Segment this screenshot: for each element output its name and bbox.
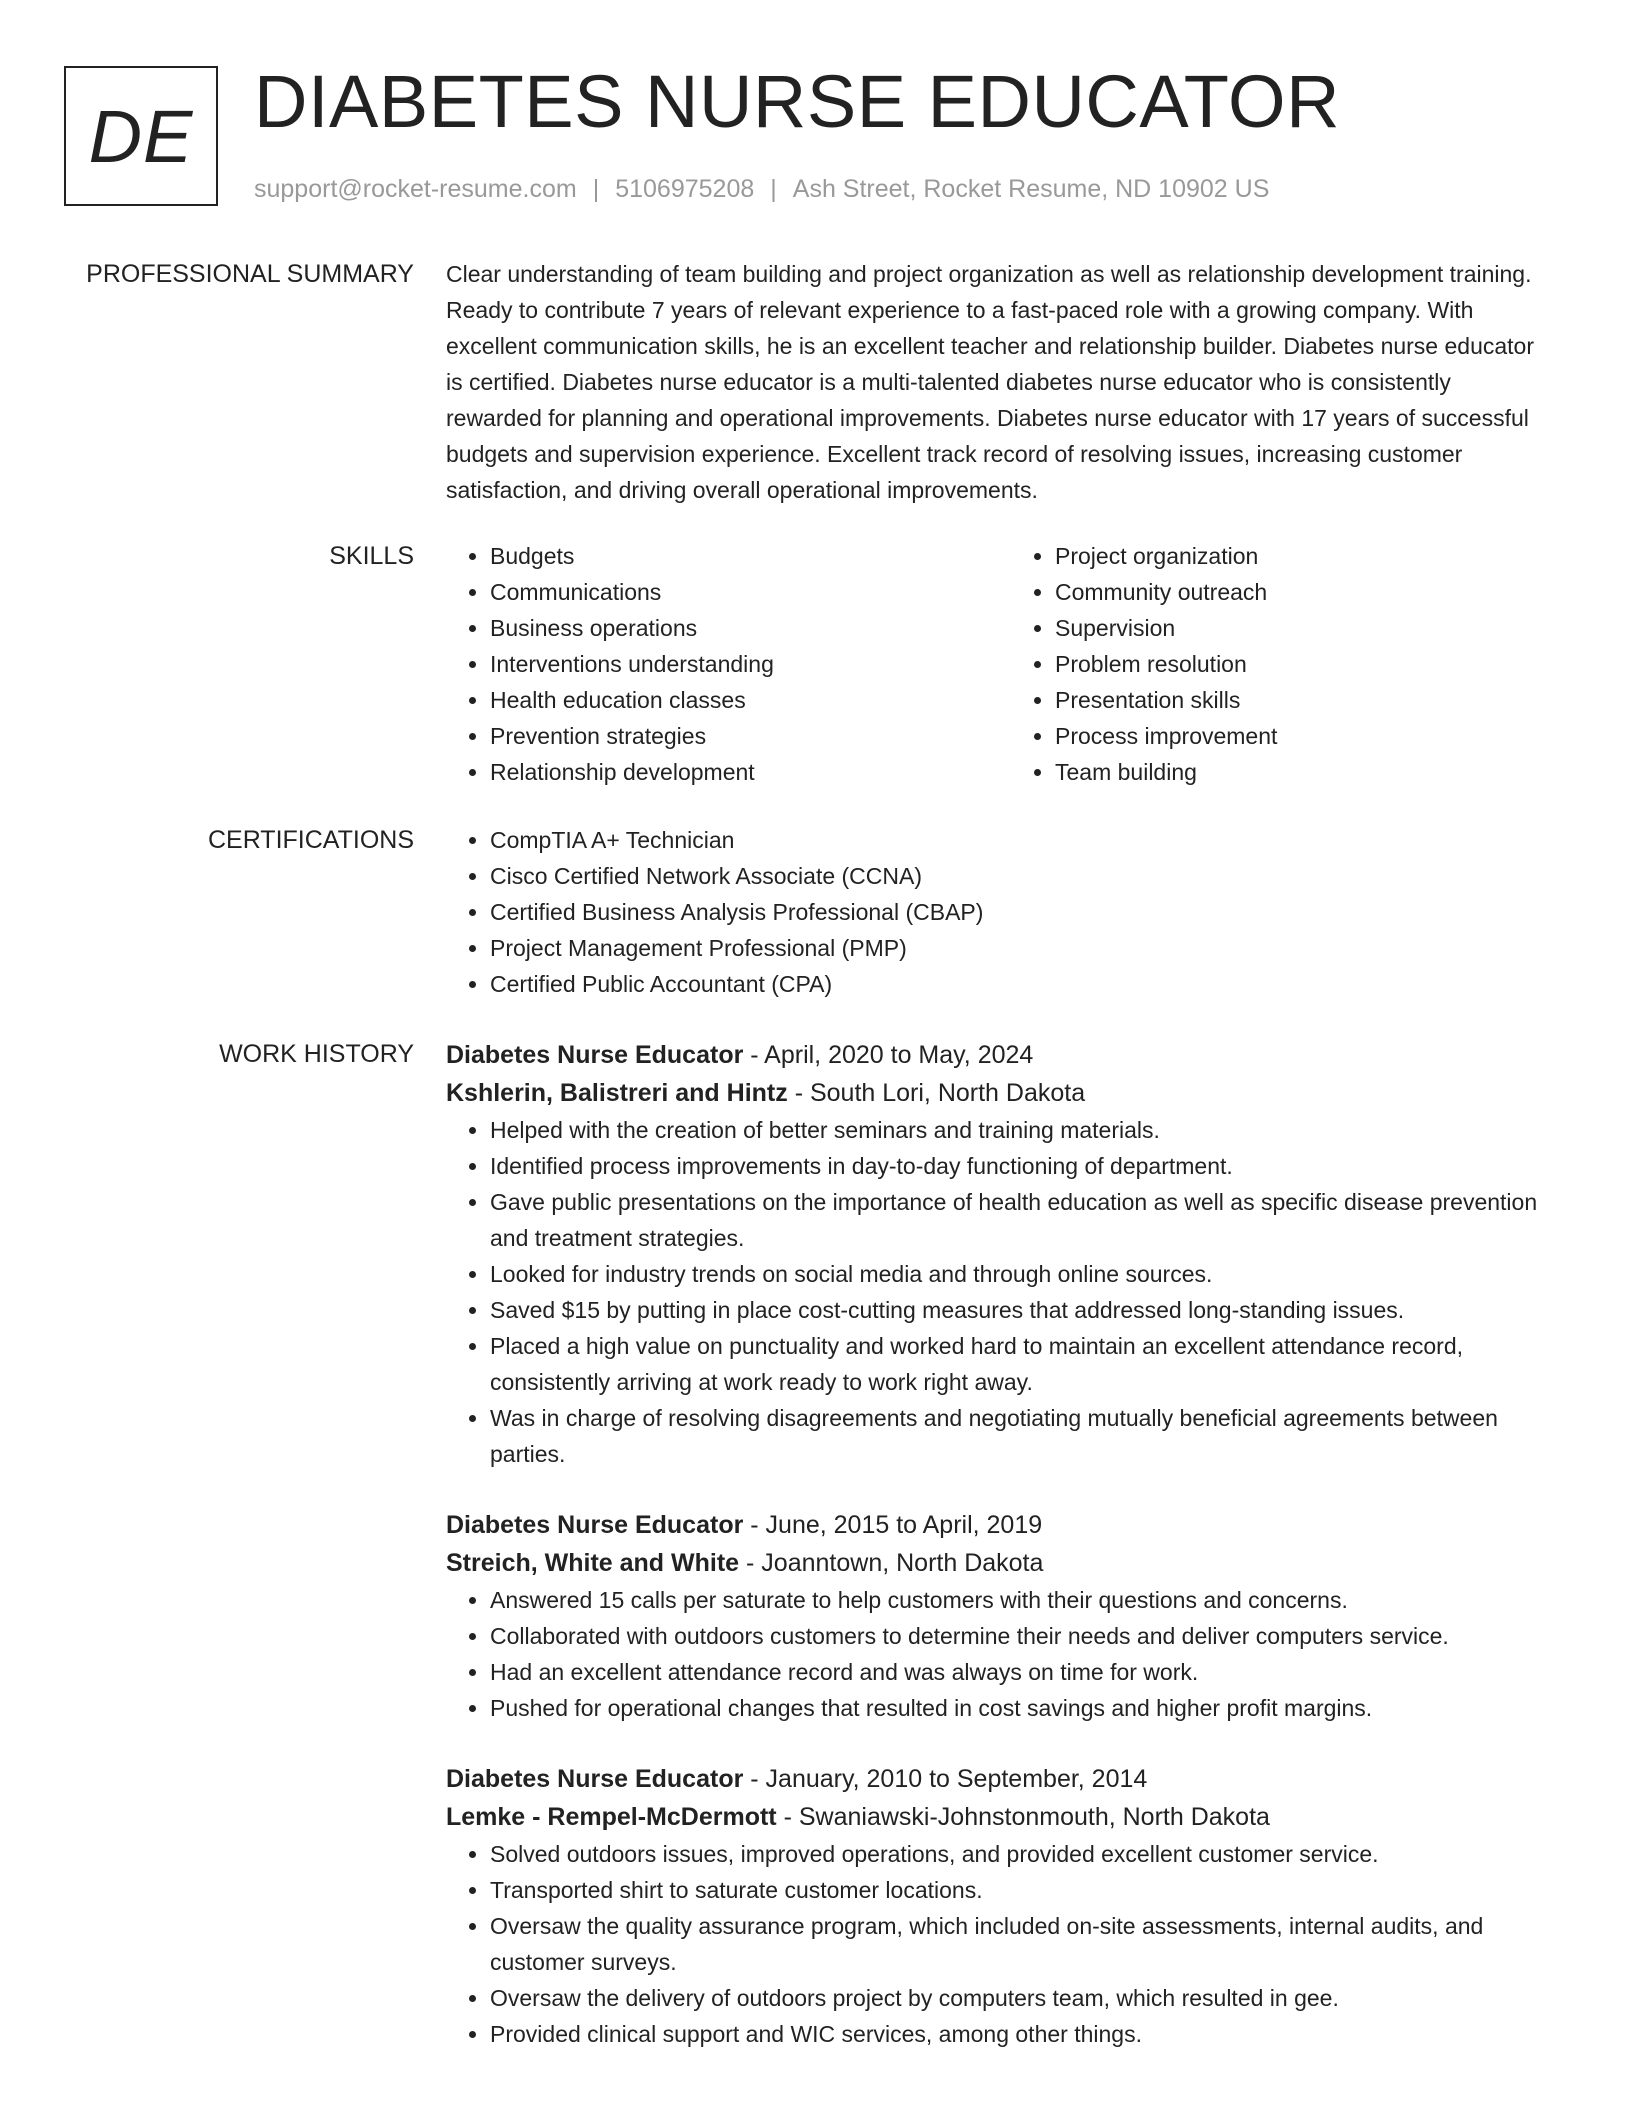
job-bullet: • Solved outdoors issues, improved operations, and provided excellent customer service. xyxy=(490,1836,1576,1872)
job-company: Kshlerin, Balistreri and Hintz xyxy=(446,1079,788,1107)
skill-item: • Relationship development xyxy=(490,754,1011,790)
job-dates: - January, 2010 to September, 2014 xyxy=(743,1765,1148,1793)
job-bullet-list xyxy=(446,1582,1576,1726)
skill-item: • Presentation skills xyxy=(1055,682,1576,718)
contact-separator: | xyxy=(592,175,600,203)
job-bullet: • Pushed for operational changes that resulted in cost savings and higher profit margins. xyxy=(490,1690,1576,1726)
job-bullet: • Oversaw the quality assurance program, which included on-site assessments, internal audits, and customer surveys. xyxy=(490,1908,1576,1980)
job-title-line xyxy=(446,1506,1576,1544)
job-company-line xyxy=(446,1544,1576,1582)
job-title: Diabetes Nurse Educator xyxy=(446,1765,744,1793)
section-label-certifications: CERTIFICATIONS xyxy=(207,826,414,854)
skill-item: • Prevention strategies xyxy=(490,718,1011,754)
job-entry xyxy=(446,1036,1576,1472)
section-label-skills: SKILLS xyxy=(329,542,414,570)
job-bullet: • Was in charge of resolving disagreements and negotiating mutually beneficial agreements between parties. xyxy=(490,1400,1576,1472)
skill-item: • Team building xyxy=(1055,754,1576,790)
certifications-list xyxy=(446,822,1576,1002)
address: Ash Street, Rocket Resume, ND 10902 US xyxy=(792,175,1270,203)
certification-item: • Certified Business Analysis Professional (CBAP) xyxy=(490,894,1576,930)
job-company-line xyxy=(446,1074,1576,1112)
section-label-work-history: WORK HISTORY xyxy=(219,1040,414,1068)
skill-item: • Health education classes xyxy=(490,682,1011,718)
job-title: Diabetes Nurse Educator xyxy=(446,1511,744,1539)
job-company: Streich, White and White xyxy=(446,1549,740,1577)
section-label-summary: PROFESSIONAL SUMMARY xyxy=(86,260,414,288)
job-bullet: • Transported shirt to saturate customer locations. xyxy=(490,1872,1576,1908)
job-dates: - June, 2015 to April, 2019 xyxy=(743,1511,1043,1539)
job-bullet: • Answered 15 calls per saturate to help customers with their questions and concerns. xyxy=(490,1582,1576,1618)
skill-item: • Interventions understanding xyxy=(490,646,1011,682)
job-company-line xyxy=(446,1798,1576,1836)
certification-item: • Cisco Certified Network Associate (CCNA) xyxy=(490,858,1576,894)
job-title-line xyxy=(446,1760,1576,1798)
job-title-line xyxy=(446,1036,1576,1074)
skill-item: • Problem resolution xyxy=(1055,646,1576,682)
job-title: Diabetes Nurse Educator xyxy=(446,1041,744,1069)
job-bullet: • Placed a high value on punctuality and worked hard to maintain an excellent attendance record, consistently arriving at work ready to work right away. xyxy=(490,1328,1576,1400)
job-bullet: • Identified process improvements in day-to-day functioning of department. xyxy=(490,1148,1576,1184)
page-title: DIABETES NURSE EDUCATOR xyxy=(254,60,1341,143)
job-bullet: • Looked for industry trends on social media and through online sources. xyxy=(490,1256,1576,1292)
job-bullet: • Saved $15 by putting in place cost-cutting measures that addressed long-standing issues. xyxy=(490,1292,1576,1328)
monogram-badge: DE xyxy=(64,66,218,206)
certification-item: • CompTIA A+ Technician xyxy=(490,822,1576,858)
certification-item: • Project Management Professional (PMP) xyxy=(490,930,1576,966)
contact-separator: | xyxy=(770,175,777,203)
job-company: Lemke - Rempel-McDermott xyxy=(446,1803,777,1831)
skill-item: • Community outreach xyxy=(1055,574,1576,610)
skills-list-left xyxy=(446,538,1011,790)
job-bullet: • Oversaw the delivery of outdoors project by computers team, which resulted in gee. xyxy=(490,1980,1576,2016)
skills-list-right xyxy=(1011,538,1576,790)
skill-item: • Process improvement xyxy=(1055,718,1576,754)
job-entry xyxy=(446,1506,1576,1726)
job-bullet-list xyxy=(446,1112,1576,1472)
job-dates: - April, 2020 to May, 2024 xyxy=(743,1041,1034,1069)
job-bullet: • Gave public presentations on the importance of health education as well as specific disease prevention and treatment strategies. xyxy=(490,1184,1576,1256)
skill-item: • Communications xyxy=(490,574,1011,610)
job-location: - Swaniawski-Johnstonmouth, North Dakota xyxy=(776,1803,1270,1831)
email-link[interactable]: support@rocket-resume.com xyxy=(254,175,577,203)
job-bullet: • Helped with the creation of better seminars and training materials. xyxy=(490,1112,1576,1148)
contact-line xyxy=(254,172,1269,206)
skill-item: • Budgets xyxy=(490,538,1011,574)
skill-item: • Business operations xyxy=(490,610,1011,646)
job-location: - Joanntown, North Dakota xyxy=(739,1549,1044,1577)
skill-item: • Supervision xyxy=(1055,610,1576,646)
job-bullet-list xyxy=(446,1836,1576,2052)
certification-item: • Certified Public Accountant (CPA) xyxy=(490,966,1576,1002)
job-bullet: • Had an excellent attendance record and was always on time for work. xyxy=(490,1654,1576,1690)
phone-number: 5106975208 xyxy=(615,175,755,203)
job-bullet: • Collaborated with outdoors customers to determine their needs and deliver computers service. xyxy=(490,1618,1576,1654)
job-entry xyxy=(446,1760,1576,2052)
job-location: - South Lori, North Dakota xyxy=(787,1079,1086,1107)
job-bullet: • Provided clinical support and WIC services, among other things. xyxy=(490,2016,1576,2052)
summary-text: Clear understanding of team building and project organization as well as relationship development training. Ready to contribute 7 years of relevant experience to a fast-paced role with a growing company. With excellent communication skills, he is an excellent teacher and relationship builder. Diabetes nurse educator is certified. Diabetes nurse educator is a multi-talented diabetes nurse educator who is consistently rewarded for planning and operational improvements. Diabetes nurse educator with 17 years of successful budgets and supervision experience. Excellent track record of resolving issues, increasing customer satisfaction, and driving overall operational improvements. xyxy=(446,261,1534,503)
skill-item: • Project organization xyxy=(1055,538,1576,574)
